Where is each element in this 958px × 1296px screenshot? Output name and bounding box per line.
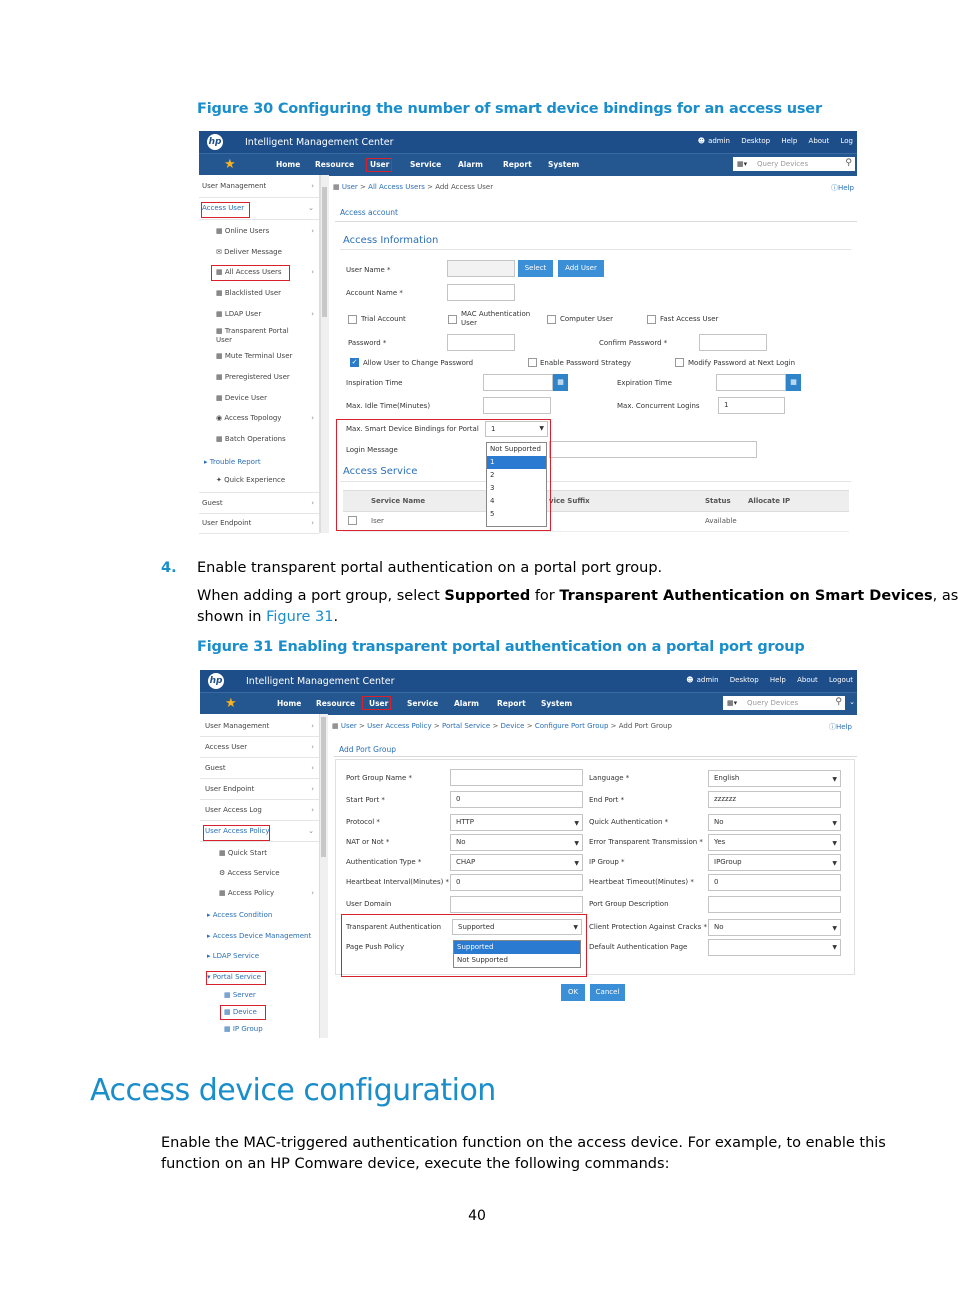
highlight-transparent-auth [341,914,587,977]
section-heading: Access device configuration [90,1073,496,1108]
language-select[interactable]: English ▼ [708,770,841,787]
sidebar-item-quick-start[interactable]: ▦ Quick Start [219,849,267,857]
top-bar [200,670,857,692]
online-users-icon: ▦ [216,227,223,235]
login-message-input[interactable] [549,441,757,458]
figure-30-screenshot [199,131,857,533]
inspiration-time-label: Inspiration Time [346,379,403,387]
expand-arrow-icon: ▸ [207,952,211,960]
port-group-description-input[interactable] [708,896,841,913]
language-label: Language * [589,774,630,782]
topology-icon: ◉ [216,414,223,422]
help-link[interactable]: Help [781,137,798,145]
nav-home[interactable]: Home [276,160,301,169]
query-devices-box[interactable] [733,157,855,171]
sidebar-access-user[interactable]: Access User › [200,737,319,758]
trial-account-label: Trial Account [361,315,406,323]
highlight-smart-bindings [336,419,551,531]
tab-strip [335,191,857,222]
sidebar-item-blacklisted-user[interactable]: ▦ Blacklisted User [216,289,282,297]
ip-group-icon: ▦ [224,1025,231,1033]
breadcrumb-icon: ▦ [333,183,340,191]
nav-resource[interactable]: Resource [315,160,355,169]
allow-change-password-checkbox[interactable]: ✓ [351,358,358,366]
sidebar-item-all-access-users[interactable]: ▦ All Access Users › [216,268,314,276]
main-nav [200,692,857,715]
trial-account-checkbox[interactable] [348,315,357,324]
transparent-authentication-select[interactable]: Supported ▼ [452,919,582,935]
expand-arrow-icon: ▸ [207,911,211,919]
row-status: Available [705,517,737,525]
batch-icon: ▦ [216,435,223,443]
sidebar-item-trouble-report[interactable]: ▸ Trouble Report [204,458,261,466]
highlight-user-nav [366,158,392,172]
ip-group-select[interactable]: IPGroup ▼ [708,854,841,871]
preregistered-icon: ▦ [216,373,223,381]
hp-logo: hp [207,134,223,150]
protocol-select[interactable]: HTTP ▼ [450,814,583,831]
sidebar-scrollbar[interactable] [319,714,328,1038]
user-name-label: User Name * [346,266,391,274]
nav-system[interactable]: System [548,160,580,169]
col-service-name: Service Name [371,497,426,505]
sidebar-item-access-topology[interactable]: ◉ Access Topology › [216,414,314,422]
authentication-type-select[interactable]: CHAP ▼ [450,854,583,871]
dropdown-arrow-icon: ▼ [832,860,837,867]
confirm-password-label: Confirm Password * [599,339,668,347]
section-access-service: Access Service [343,466,418,477]
nav-service[interactable]: Service [410,160,442,169]
dropdown-arrow-icon: ▼ [574,840,579,847]
col-status: Status [705,497,731,505]
option-not-supported[interactable]: Not Supported [457,956,508,964]
select-button[interactable]: Select [518,260,553,277]
option-5[interactable]: 5 [490,510,495,518]
enable-password-strategy-checkbox[interactable] [528,358,537,367]
highlight-user-nav [362,696,391,710]
device-icon: ▦ [224,1008,231,1016]
sidebar-item-transparent-portal-user[interactable]: ▦ Transparent Portal User [216,327,289,344]
quick-experience-icon: ✦ [216,476,222,484]
top-links [677,676,853,684]
sidebar-item-online-users[interactable]: ▦ Online Users › [216,227,314,235]
sidebar-item-device-user[interactable]: ▦ Device User [216,394,267,402]
modify-password-label: Modify Password at Next Login [688,359,796,367]
breadcrumb: ▦ User > All Access Users > Add Access User [333,183,494,191]
quick-authentication-select[interactable]: No ▼ [708,814,841,831]
modify-password-checkbox[interactable] [675,358,684,367]
tab-access-account[interactable]: Access account [340,208,398,217]
page-number: 40 [468,1208,486,1224]
sidebar-user-access-policy[interactable]: User Access Policy ⌄ [200,821,319,842]
help-icon: ⓘ [829,723,837,731]
fast-access-user-label: Fast Access User [660,315,719,323]
blacklist-icon: ▦ [216,289,223,297]
nat-label: NAT or Not * [346,838,390,846]
highlight-access-user [201,202,250,218]
nav-system[interactable]: System [541,699,573,708]
sidebar-scrollbar[interactable] [320,175,329,533]
transparent-authentication-label: Transparent Authentication [346,923,442,931]
expiration-time-input[interactable] [716,374,786,391]
max-idle-time-label: Max. Idle Time(Minutes) [346,402,431,410]
sidebar-item-access-policy[interactable]: ▦ Access Policy › [219,889,314,897]
user-domain-label: User Domain [346,900,392,908]
help-link[interactable]: ⓘHelp [829,723,852,731]
default-authentication-page-select[interactable] [708,939,841,956]
body-paragraph-line-1: Enable the MAC-triggered authentication function on the access device. For example, to enable this [161,1135,886,1151]
expand-arrow-icon: ▸ [207,932,211,940]
sidebar-user-access-log[interactable]: User Access Log › [200,800,319,821]
computer-user-label: Computer User [560,315,613,323]
highlight-user-access-policy [203,825,270,841]
calendar-icon[interactable]: ▦ [553,374,568,391]
search-icon[interactable]: ⚲ [845,158,852,168]
main-nav [199,153,857,176]
max-smart-device-bindings-select[interactable]: 1 ▼ [485,421,548,437]
favorites-star-icon[interactable]: ★ [224,157,236,172]
hp-logo: hp [208,673,224,689]
users-icon: ▦ [216,268,223,276]
nav-alarm[interactable]: Alarm [458,160,483,169]
breadcrumb-icon: ▦ [332,722,339,730]
quick-authentication-label: Quick Authentication * [589,818,669,826]
nav-user[interactable]: User [370,160,390,169]
max-smart-device-bindings-label: Max. Smart Device Bindings for Portal [346,425,479,433]
figure-31-screenshot [200,670,857,1038]
dropdown-arrow-icon: ▼ [832,925,837,932]
sidebar-item-access-service[interactable]: ⚙ Access Service [219,869,280,877]
heartbeat-timeout-input[interactable]: 0 [708,874,841,891]
step-text: Enable transparent portal authentication on a portal port group. [197,560,663,576]
app-title: Intelligent Management Center [245,137,394,148]
nav-report[interactable]: Report [497,699,526,708]
breadcrumb: ▦ User > User Access Policy > Portal Service > Device > Configure Port Group > Add Port Group [332,722,672,730]
max-concurrent-logins-label: Max. Concurrent Logins [617,402,700,410]
breadcrumb-add-access-user: Add Access User [435,183,494,191]
highlight-portal-service [206,971,266,985]
nav-service[interactable]: Service [407,699,439,708]
nav-user[interactable]: User [369,699,389,708]
max-concurrent-logins-input[interactable]: 1 [718,397,785,414]
sidebar-item-access-device-management[interactable]: ▸ Access Device Management [207,932,312,940]
desktop-link[interactable]: Desktop [729,676,759,684]
ldap-icon: ▦ [216,310,223,318]
start-port-label: Start Port * [346,796,385,804]
highlight-device [220,1005,266,1020]
ok-button[interactable]: OK [561,984,585,1001]
protocol-label: Protocol * [346,818,380,826]
breadcrumb-configure-port-group[interactable]: Configure Port Group [534,722,609,730]
help-link[interactable]: Help [769,676,786,684]
error-transparent-transmission-label: Error Transparent Transmission * [589,838,703,846]
app-title: Intelligent Management Center [246,676,395,687]
tab-add-port-group[interactable]: Add Port Group [339,745,396,754]
breadcrumb-device[interactable]: Device [500,722,525,730]
sidebar-item-device[interactable]: ▦ Device [224,1008,257,1016]
section-access-information: Access Information [343,235,439,246]
allow-change-password-label: Allow User to Change Password [363,359,474,367]
figure-30-caption: Figure 30 Configuring the number of smart device bindings for an access user [197,101,822,117]
nav-report[interactable]: Report [503,160,532,169]
sidebar-item-mute-terminal-user[interactable]: ▦ Mute Terminal User [216,352,293,360]
expiration-time-label: Expiration Time [617,379,672,387]
start-port-input[interactable]: 0 [450,791,583,808]
access-policy-icon: ▦ [219,889,226,897]
sidebar-item-portal-service[interactable]: ▾ Portal Service [207,973,261,981]
option-3[interactable]: 3 [490,484,495,492]
sidebar-item-preregistered-user[interactable]: ▦ Preregistered User [216,373,290,381]
query-devices-placeholder: Query Devices [757,160,809,168]
query-devices-box[interactable] [723,696,845,710]
option-not-supported[interactable]: Not Supported [490,445,541,453]
port-group-name-input[interactable] [450,769,583,786]
mac-auth-user-label: MAC Authentication User [461,310,531,327]
sidebar-user-management[interactable]: User Management › [200,716,319,737]
end-port-label: End Port * [589,796,625,804]
sidebar-item-ldap-service[interactable]: ▸ LDAP Service [207,952,260,960]
desktop-link[interactable]: Desktop [741,137,771,145]
admin-link[interactable]: admin [708,137,730,145]
password-label: Password * [348,339,387,347]
sidebar-item-deliver-message[interactable]: ✉ Deliver Message [216,248,282,256]
row-service-name: Iser [371,517,384,525]
search-icon[interactable]: ⚲ [835,697,842,707]
sidebar [199,175,320,533]
mac-auth-user-checkbox[interactable] [448,315,457,324]
nav-home[interactable]: Home [277,699,302,708]
port-group-name-label: Port Group Name * [346,774,413,782]
device-filter-icon[interactable]: ▦▾ [727,699,738,707]
login-message-label: Login Message [346,446,398,454]
access-service-icon: ⚙ [219,869,226,877]
quick-start-icon: ▦ [219,849,226,857]
error-transparent-transmission-select[interactable]: Yes ▼ [708,834,841,851]
sidebar-guest[interactable]: Guest › [200,758,319,779]
page-push-policy-label: Page Push Policy [346,943,405,951]
calendar-icon[interactable]: ▦ [786,374,801,391]
sidebar-user-endpoint[interactable]: User Endpoint › [200,779,319,800]
sidebar-user-management[interactable]: User Management › [199,175,319,198]
body-paragraph-line-2: function on an HP Comware device, execute the following commands: [161,1156,670,1172]
computer-user-checkbox[interactable] [547,315,556,324]
sidebar-item-server[interactable]: ▦ Server [224,991,256,999]
dropdown-arrow-icon: ▼ [574,820,579,827]
device-filter-icon[interactable]: ▦▾ [737,160,748,168]
help-link[interactable]: ⓘHelp [831,184,854,192]
sidebar-item-batch-operations[interactable]: ▦ Batch Operations [216,435,286,443]
client-protection-select[interactable]: No ▼ [708,919,841,936]
figure-31-link[interactable]: Figure 31 [266,609,334,625]
dropdown-arrow-icon: ▼ [573,924,578,931]
user-icon: ☻ [686,676,694,684]
nat-select[interactable]: No ▼ [450,834,583,851]
default-authentication-page-label: Default Authentication Page [589,943,688,951]
option-4[interactable]: 4 [490,497,495,505]
port-group-description-label: Port Group Description [589,900,669,908]
favorites-star-icon[interactable]: ★ [225,696,237,711]
portal-user-icon: ▦ [216,327,223,335]
breadcrumb-user[interactable]: User [340,722,357,730]
nav-alarm[interactable]: Alarm [454,699,479,708]
query-devices-placeholder: Query Devices [747,699,799,707]
expand-arrow-icon: ▸ [204,458,208,466]
max-idle-time-input[interactable] [483,397,551,414]
user-icon: ☻ [697,137,706,145]
user-name-input[interactable] [447,260,515,277]
confirm-password-input[interactable] [699,334,767,351]
step-paragraph-line-2: shown in Figure 31. [197,609,339,625]
col-service-suffix: vice Suffix [549,497,590,505]
ip-group-label: IP Group * [589,858,625,866]
server-icon: ▦ [224,991,231,999]
option-2[interactable]: 2 [490,471,495,479]
figure-31-caption: Figure 31 Enabling transparent portal authentication on a portal port group [197,639,805,655]
col-allocate-ip: Allocate IP [748,497,791,505]
chevron-down-icon[interactable]: ⌄ [849,698,855,706]
dropdown-arrow-icon: ▼ [832,820,837,827]
tab-strip [334,730,857,757]
sidebar-item-ip-group[interactable]: ▦ IP Group [224,1025,263,1033]
breadcrumb-portal-service[interactable]: Portal Service [442,722,491,730]
sidebar [200,714,320,1038]
sidebar-guest[interactable]: Guest › [199,492,319,514]
fast-access-user-checkbox[interactable] [647,315,656,324]
about-link[interactable]: About [808,137,830,145]
collapse-arrow-icon: ▾ [207,973,211,981]
sidebar-access-user[interactable]: Access User ⌄ [199,197,319,220]
terminal-icon: ▦ [216,352,223,360]
admin-link[interactable]: admin [696,676,719,684]
cancel-button[interactable]: Cancel [590,984,625,1001]
breadcrumb-add-port-group: Add Port Group [618,722,672,730]
message-icon: ✉ [216,248,222,256]
heartbeat-timeout-label: Heartbeat Timeout(Minutes) * [589,878,694,886]
top-bar [199,131,857,153]
breadcrumb-user-access-policy[interactable]: User Access Policy [367,722,432,730]
account-name-input[interactable] [447,284,515,301]
client-protection-label: Client Protection Against Cracks * [589,923,707,931]
enable-password-strategy-label: Enable Password Strategy [540,359,631,367]
step-paragraph-line-1: When adding a port group, select Supported for Transparent Authentication on Smart Devices, as [197,588,958,604]
authentication-type-label: Authentication Type * [346,858,422,866]
nav-resource[interactable]: Resource [316,699,356,708]
top-links [689,137,853,145]
heartbeat-interval-input[interactable]: 0 [450,874,583,891]
logout-link[interactable]: Logout [829,676,853,684]
option-supported[interactable]: Supported [454,941,580,954]
logout-link[interactable]: Log [840,137,853,145]
sidebar-item-access-condition[interactable]: ▸ Access Condition [207,911,273,919]
account-name-label: Account Name * [346,289,403,297]
dropdown-arrow-icon: ▼ [832,776,837,783]
option-1[interactable]: 1 [487,456,546,469]
inspiration-time-input[interactable] [483,374,553,391]
step-number: 4. [161,560,177,576]
help-icon: ⓘ [831,184,839,192]
password-input[interactable] [447,334,515,351]
sidebar-item-quick-experience[interactable]: ✦ Quick Experience [216,476,286,484]
end-port-input[interactable]: zzzzzz [708,791,841,808]
add-user-button[interactable]: Add User [558,260,604,277]
device-user-icon: ▦ [216,394,223,402]
dropdown-arrow-icon: ▼ [574,860,579,867]
dropdown-arrow-icon: ▼ [832,840,837,847]
dropdown-arrow-icon: ▼ [832,944,837,951]
user-domain-input[interactable] [450,896,583,913]
highlight-all-access-users [211,265,290,281]
sidebar-user-endpoint[interactable]: User Endpoint › [199,513,319,534]
breadcrumb-user[interactable]: User [341,183,358,191]
dropdown-arrow-icon: ▼ [539,425,544,432]
breadcrumb-all-access-users[interactable]: All Access Users [368,183,425,191]
sidebar-item-ldap-user[interactable]: ▦ LDAP User › [216,310,314,318]
about-link[interactable]: About [797,676,818,684]
heartbeat-interval-label: Heartbeat Interval(Minutes) * [346,878,450,886]
